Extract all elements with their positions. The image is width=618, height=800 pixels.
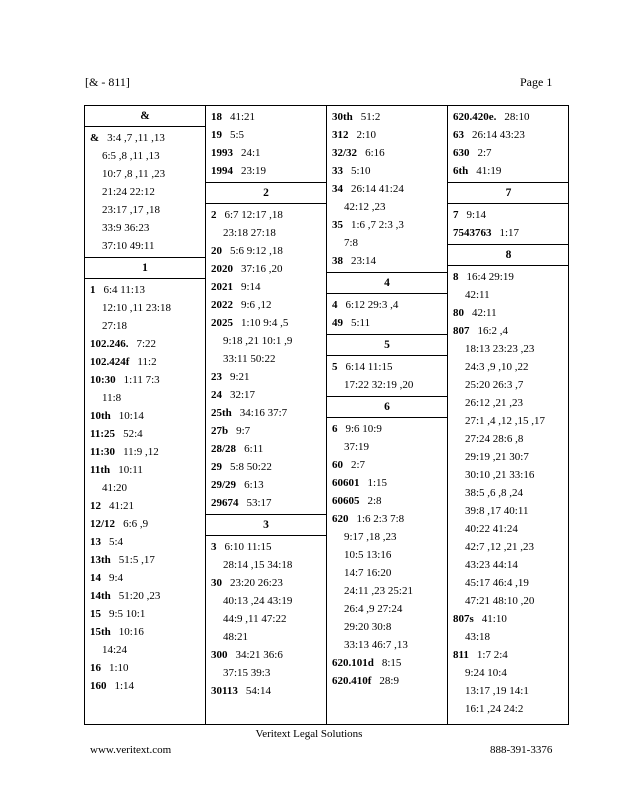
index-term: 807s bbox=[453, 613, 474, 625]
index-term: 35 bbox=[332, 219, 343, 231]
page-line-refs: 1:6 2:3 7:8 bbox=[356, 513, 405, 525]
index-term: 6th bbox=[453, 165, 469, 177]
page-line-refs: 1:15 bbox=[367, 477, 388, 489]
index-term: 49 bbox=[332, 317, 343, 329]
entry-list bbox=[85, 279, 205, 697]
index-entry bbox=[332, 180, 444, 198]
page-line-refs: 23:19 bbox=[241, 165, 267, 177]
section-heading: 7 bbox=[448, 182, 569, 204]
index-entry bbox=[211, 422, 323, 440]
page-line-refs: 26:14 43:23 bbox=[472, 129, 525, 141]
index-column-4 bbox=[448, 106, 569, 724]
index-entry bbox=[211, 206, 323, 224]
index-term: 12/12 bbox=[90, 518, 116, 530]
page-line-refs: 28:10 bbox=[504, 111, 530, 123]
page-line-refs: 10:14 bbox=[118, 410, 144, 422]
index-entry bbox=[90, 659, 202, 677]
index-entry bbox=[332, 358, 444, 376]
index-entry bbox=[90, 551, 202, 569]
page-line-refs-continued: 39:8 ,17 40:11 bbox=[465, 505, 529, 517]
page-line-refs-continued: 9:18 ,21 10:1 ,9 bbox=[223, 335, 293, 347]
index-term: 5 bbox=[332, 361, 338, 373]
page-line-refs: 51:20 ,23 bbox=[118, 590, 161, 602]
page-line-refs-continued: 25:20 26:3 ,7 bbox=[465, 379, 524, 391]
index-entry bbox=[453, 144, 566, 162]
entry-list bbox=[85, 127, 205, 257]
index-column-1 bbox=[85, 106, 205, 724]
page-line-refs: 2:8 bbox=[367, 495, 382, 507]
index-term: 14 bbox=[90, 572, 101, 584]
index-term: 20 bbox=[211, 245, 222, 257]
page-line-refs-continued: 48:21 bbox=[223, 631, 249, 643]
index-term: 23 bbox=[211, 371, 222, 383]
index-term: 4 bbox=[332, 299, 338, 311]
page-line-refs-continued: 10:7 ,8 ,11 ,23 bbox=[102, 168, 166, 180]
page-number: Page 1 bbox=[520, 75, 553, 89]
index-entry bbox=[332, 474, 444, 492]
page-line-refs: 16:4 29:19 bbox=[466, 271, 514, 283]
index-entry bbox=[211, 278, 323, 296]
page-line-refs-continued: 40:22 41:24 bbox=[465, 523, 518, 535]
index-entry bbox=[332, 420, 444, 438]
page-line-refs-continued: 12:10 ,11 23:18 bbox=[102, 302, 171, 314]
index-entry bbox=[90, 587, 202, 605]
index-term: 620.420e. bbox=[453, 111, 497, 123]
index-entry bbox=[453, 108, 566, 126]
section-heading: 3 bbox=[206, 514, 326, 536]
index-term: 7 bbox=[453, 209, 459, 221]
page-line-refs: 32:17 bbox=[230, 389, 256, 401]
section-heading: & bbox=[85, 106, 205, 127]
page-line-refs: 1:6 ,7 2:3 ,3 bbox=[351, 219, 404, 231]
index-entry bbox=[211, 242, 323, 260]
page-line-refs-continued: 14:7 16:20 bbox=[344, 567, 392, 579]
index-entry bbox=[90, 533, 202, 551]
index-term: 25th bbox=[211, 407, 232, 419]
index-term: 12 bbox=[90, 500, 101, 512]
index-entry bbox=[211, 646, 323, 664]
page-line-refs: 53:17 bbox=[246, 497, 272, 509]
index-term: 10:30 bbox=[90, 374, 116, 386]
index-term: 14th bbox=[90, 590, 111, 602]
index-term: 10th bbox=[90, 410, 111, 422]
index-entry bbox=[211, 574, 323, 592]
index-term: 1 bbox=[90, 284, 96, 296]
index-term: 15 bbox=[90, 608, 101, 620]
page-line-refs-continued: 41:20 bbox=[102, 482, 128, 494]
index-term: 19 bbox=[211, 129, 222, 141]
page-line-refs: 9:21 bbox=[230, 371, 250, 383]
page-line-refs: 52:4 bbox=[123, 428, 143, 440]
page-line-refs: 9:7 bbox=[236, 425, 251, 437]
index-entry bbox=[211, 144, 323, 162]
index-term: 811 bbox=[453, 649, 469, 661]
page-line-refs: 5:10 bbox=[351, 165, 371, 177]
entry-list bbox=[327, 106, 447, 272]
index-term: 2022 bbox=[211, 299, 233, 311]
index-term: 30th bbox=[332, 111, 353, 123]
index-entry bbox=[211, 538, 323, 556]
page-line-refs-continued: 9:24 10:4 bbox=[465, 667, 507, 679]
page-line-refs-continued: 7:8 bbox=[344, 237, 359, 249]
page-line-refs-continued: 33:11 50:22 bbox=[223, 353, 276, 365]
page-line-refs: 1:11 7:3 bbox=[123, 374, 160, 386]
index-entry bbox=[453, 206, 566, 224]
index-entry bbox=[332, 144, 444, 162]
page-line-refs-continued: 23:17 ,17 ,18 bbox=[102, 204, 161, 216]
page-line-refs: 2:10 bbox=[356, 129, 377, 141]
page-line-refs-continued: 33:13 46:7 ,13 bbox=[344, 639, 408, 651]
index-term: 60 bbox=[332, 459, 343, 471]
index-term: 18 bbox=[211, 111, 222, 123]
page-line-refs-continued: 47:21 48:10 ,20 bbox=[465, 595, 535, 607]
page-line-refs-continued: 17:22 32:19 ,20 bbox=[344, 379, 414, 391]
index-entry bbox=[90, 335, 202, 353]
page-line-refs-continued: 24:11 ,23 25:21 bbox=[344, 585, 413, 597]
page-line-refs-continued: 16:1 ,24 24:2 bbox=[465, 703, 524, 715]
page-line-refs: 9:5 10:1 bbox=[109, 608, 146, 620]
index-term: 620.101d bbox=[332, 657, 374, 669]
index-entry bbox=[90, 569, 202, 587]
section-heading: 1 bbox=[85, 257, 205, 279]
index-entry bbox=[211, 440, 323, 458]
page-line-refs-continued: 42:11 bbox=[465, 289, 490, 301]
index-entry bbox=[211, 494, 323, 512]
page-line-refs: 7:22 bbox=[136, 338, 157, 350]
footer-website: www.veritext.com bbox=[90, 744, 172, 756]
footer-company: Veritext Legal Solutions bbox=[255, 728, 363, 740]
entry-list bbox=[206, 536, 326, 702]
page-line-refs-continued: 10:5 13:16 bbox=[344, 549, 392, 561]
index-entry bbox=[332, 510, 444, 528]
page-line-refs: 23:20 26:23 bbox=[230, 577, 283, 589]
page-line-refs-continued: 42:12 ,23 bbox=[344, 201, 386, 213]
index-term: 30 bbox=[211, 577, 222, 589]
page-line-refs: 5:6 9:12 ,18 bbox=[230, 245, 283, 257]
index-entry bbox=[211, 682, 323, 700]
page-line-refs-continued: 38:5 ,6 ,8 ,24 bbox=[465, 487, 524, 499]
page-line-refs: 6:13 bbox=[244, 479, 264, 491]
footer-phone: 888-391-3376 bbox=[490, 744, 553, 756]
index-entry bbox=[90, 129, 202, 147]
page-line-refs: 28:9 bbox=[379, 675, 399, 687]
index-term: 24 bbox=[211, 389, 222, 401]
page-line-refs-continued: 29:19 ,21 30:7 bbox=[465, 451, 529, 463]
page-line-refs: 8:15 bbox=[381, 657, 402, 669]
index-term: 60605 bbox=[332, 495, 360, 507]
entry-list bbox=[448, 106, 569, 182]
index-entry bbox=[211, 476, 323, 494]
page-line-refs: 54:14 bbox=[245, 685, 271, 697]
index-term: 34 bbox=[332, 183, 343, 195]
page-line-refs-continued: 40:13 ,24 43:19 bbox=[223, 595, 293, 607]
index-entry bbox=[90, 623, 202, 641]
index-term: 27b bbox=[211, 425, 229, 437]
word-index-grid bbox=[84, 105, 569, 725]
index-entry bbox=[90, 497, 202, 515]
index-term: 102.246. bbox=[90, 338, 129, 350]
page-line-refs: 10:16 bbox=[118, 626, 144, 638]
section-heading: 4 bbox=[327, 272, 447, 294]
index-term: 8 bbox=[453, 271, 459, 283]
index-term: 2025 bbox=[211, 317, 233, 329]
index-term: & bbox=[90, 132, 100, 144]
index-term: 13 bbox=[90, 536, 101, 548]
index-entry bbox=[90, 677, 202, 695]
page-line-refs: 1:10 9:4 ,5 bbox=[241, 317, 289, 329]
index-entry bbox=[90, 461, 202, 479]
entry-list bbox=[206, 204, 326, 514]
index-term: 630 bbox=[453, 147, 470, 159]
page-line-refs: 23:14 bbox=[351, 255, 377, 267]
page-line-refs-continued: 43:23 44:14 bbox=[465, 559, 518, 571]
page-line-refs: 41:10 bbox=[481, 613, 507, 625]
entry-list bbox=[206, 106, 326, 182]
index-term: 160 bbox=[90, 680, 107, 692]
index-term: 3 bbox=[211, 541, 217, 553]
page-line-refs: 41:21 bbox=[109, 500, 135, 512]
page-line-refs: 6:7 12:17 ,18 bbox=[224, 209, 283, 221]
section-heading: 8 bbox=[448, 244, 569, 266]
index-entry bbox=[90, 515, 202, 533]
index-term: 1993 bbox=[211, 147, 233, 159]
page-line-refs-continued: 11:8 bbox=[102, 392, 122, 404]
page-line-refs: 2:7 bbox=[351, 459, 366, 471]
index-entry bbox=[332, 216, 444, 234]
page-line-refs: 9:6 ,12 bbox=[241, 299, 272, 311]
page-line-refs-continued: 26:12 ,21 ,23 bbox=[465, 397, 524, 409]
page-line-refs: 1:17 bbox=[499, 227, 520, 239]
page-line-refs: 41:21 bbox=[230, 111, 256, 123]
entry-list bbox=[327, 294, 447, 334]
index-column-3 bbox=[327, 106, 447, 724]
page-line-refs-continued: 21:24 22:12 bbox=[102, 186, 155, 198]
page-line-refs-continued: 33:9 36:23 bbox=[102, 222, 150, 234]
index-term: 1994 bbox=[211, 165, 233, 177]
page-line-refs: 5:8 50:22 bbox=[230, 461, 272, 473]
page-line-refs: 11:2 bbox=[137, 356, 157, 368]
page-line-refs: 9:14 bbox=[466, 209, 487, 221]
index-term: 13th bbox=[90, 554, 111, 566]
index-entry bbox=[453, 322, 566, 340]
index-entry bbox=[453, 268, 566, 286]
index-entry bbox=[332, 456, 444, 474]
page-line-refs: 16:2 ,4 bbox=[477, 325, 509, 337]
index-entry bbox=[90, 371, 202, 389]
page-line-refs-continued: 18:13 23:23 ,23 bbox=[465, 343, 535, 355]
page-line-refs: 1:10 bbox=[109, 662, 129, 674]
index-entry bbox=[211, 386, 323, 404]
index-entry bbox=[90, 443, 202, 461]
page-line-refs-continued: 37:15 39:3 bbox=[223, 667, 271, 679]
page-line-refs-continued: 14:24 bbox=[102, 644, 128, 656]
index-entry bbox=[332, 492, 444, 510]
page-line-refs: 6:10 11:15 bbox=[224, 541, 272, 553]
index-entry bbox=[332, 654, 444, 672]
index-term: 102.424f bbox=[90, 356, 130, 368]
page-line-refs: 6:6 ,9 bbox=[123, 518, 149, 530]
index-entry bbox=[211, 108, 323, 126]
page-line-refs-continued: 23:18 27:18 bbox=[223, 227, 276, 239]
index-entry bbox=[332, 252, 444, 270]
index-entry bbox=[453, 126, 566, 144]
index-term: 11:25 bbox=[90, 428, 116, 440]
page-line-refs: 9:6 10:9 bbox=[345, 423, 382, 435]
page-line-refs: 34:16 37:7 bbox=[239, 407, 288, 419]
page-line-refs: 51:2 bbox=[360, 111, 381, 123]
index-entry bbox=[453, 610, 566, 628]
entry-list bbox=[327, 356, 447, 396]
index-term: 11:30 bbox=[90, 446, 116, 458]
index-term: 300 bbox=[211, 649, 228, 661]
index-term: 2020 bbox=[211, 263, 233, 275]
page-line-refs-continued: 26:4 ,9 27:24 bbox=[344, 603, 403, 615]
index-entry bbox=[332, 108, 444, 126]
page-line-refs: 5:11 bbox=[351, 317, 371, 329]
page-line-refs: 1:7 2:4 bbox=[476, 649, 508, 661]
page-line-refs: 10:11 bbox=[118, 464, 143, 476]
page-line-refs: 34:21 36:6 bbox=[235, 649, 283, 661]
index-term: 38 bbox=[332, 255, 343, 267]
page-line-refs-continued: 27:24 28:6 ,8 bbox=[465, 433, 524, 445]
page-line-refs-continued: 43:18 bbox=[465, 631, 491, 643]
index-term: 807 bbox=[453, 325, 470, 337]
index-term: 2021 bbox=[211, 281, 233, 293]
page-line-refs-continued: 27:18 bbox=[102, 320, 128, 332]
index-term: 16 bbox=[90, 662, 101, 674]
index-term: 11th bbox=[90, 464, 111, 476]
page-line-refs: 26:14 41:24 bbox=[351, 183, 404, 195]
page-line-refs-continued: 44:9 ,11 47:22 bbox=[223, 613, 287, 625]
page-line-refs: 3:4 ,7 ,11 ,13 bbox=[107, 132, 165, 144]
page-line-refs: 5:4 bbox=[109, 536, 124, 548]
index-entry bbox=[332, 162, 444, 180]
section-heading: 6 bbox=[327, 396, 447, 418]
index-entry bbox=[211, 126, 323, 144]
index-entry bbox=[211, 458, 323, 476]
index-entry bbox=[453, 304, 566, 322]
page-line-refs: 41:19 bbox=[476, 165, 502, 177]
page-line-refs: 6:14 11:15 bbox=[345, 361, 393, 373]
page-line-refs: 9:4 bbox=[109, 572, 124, 584]
index-entry bbox=[90, 407, 202, 425]
index-term: 80 bbox=[453, 307, 464, 319]
index-term: 63 bbox=[453, 129, 464, 141]
index-entry bbox=[90, 425, 202, 443]
page-line-refs-continued: 6:5 ,8 ,11 ,13 bbox=[102, 150, 160, 162]
index-term: 29674 bbox=[211, 497, 239, 509]
page-line-refs: 11:9 ,12 bbox=[123, 446, 159, 458]
index-entry bbox=[332, 314, 444, 332]
page-line-refs-continued: 37:19 bbox=[344, 441, 370, 453]
index-entry bbox=[90, 353, 202, 371]
page-line-refs: 6:4 11:13 bbox=[103, 284, 145, 296]
index-term: 60601 bbox=[332, 477, 360, 489]
page-line-refs: 6:16 bbox=[365, 147, 385, 159]
page-line-refs-continued: 27:1 ,4 ,12 ,15 ,17 bbox=[465, 415, 546, 427]
index-term: 15th bbox=[90, 626, 111, 638]
entry-list bbox=[448, 204, 569, 244]
entry-list bbox=[448, 266, 569, 720]
page-range: [& - 811] bbox=[85, 75, 130, 89]
index-entry bbox=[453, 162, 566, 180]
index-entry bbox=[211, 368, 323, 386]
index-term: 28/28 bbox=[211, 443, 237, 455]
index-term: 30113 bbox=[211, 685, 238, 697]
page-line-refs: 6:12 29:3 ,4 bbox=[345, 299, 399, 311]
index-entry bbox=[211, 314, 323, 332]
page-line-refs-continued: 30:10 ,21 33:16 bbox=[465, 469, 535, 481]
index-column-2 bbox=[206, 106, 326, 724]
page-line-refs-continued: 29:20 30:8 bbox=[344, 621, 392, 633]
entry-list bbox=[327, 418, 447, 692]
index-term: 620 bbox=[332, 513, 349, 525]
index-entry bbox=[211, 404, 323, 422]
page-line-refs-continued: 9:17 ,18 ,23 bbox=[344, 531, 397, 543]
index-term: 29/29 bbox=[211, 479, 237, 491]
index-entry bbox=[332, 672, 444, 690]
page-line-refs: 9:14 bbox=[241, 281, 261, 293]
index-entry bbox=[90, 605, 202, 623]
page-line-refs: 1:14 bbox=[114, 680, 135, 692]
index-entry bbox=[453, 224, 566, 242]
index-entry bbox=[211, 260, 323, 278]
page-line-refs: 6:11 bbox=[244, 443, 264, 455]
page-line-refs-continued: 28:14 ,15 34:18 bbox=[223, 559, 293, 571]
page-line-refs-continued: 13:17 ,19 14:1 bbox=[465, 685, 529, 697]
page-line-refs: 42:11 bbox=[472, 307, 497, 319]
page-line-refs-continued: 24:3 ,9 ,10 ,22 bbox=[465, 361, 529, 373]
index-term: 312 bbox=[332, 129, 349, 141]
index-term: 7543763 bbox=[453, 227, 492, 239]
page-line-refs-continued: 42:7 ,12 ,21 ,23 bbox=[465, 541, 535, 553]
page-line-refs: 51:5 ,17 bbox=[118, 554, 155, 566]
section-heading: 2 bbox=[206, 182, 326, 204]
page-line-refs: 37:16 ,20 bbox=[241, 263, 283, 275]
index-term: 620.410f bbox=[332, 675, 372, 687]
index-term: 32/32 bbox=[332, 147, 358, 159]
index-term: 33 bbox=[332, 165, 343, 177]
page-line-refs-continued: 45:17 46:4 ,19 bbox=[465, 577, 529, 589]
page-line-refs: 5:5 bbox=[230, 129, 245, 141]
index-term: 29 bbox=[211, 461, 222, 473]
index-entry bbox=[90, 281, 202, 299]
index-term: 6 bbox=[332, 423, 338, 435]
index-entry bbox=[332, 126, 444, 144]
index-entry bbox=[211, 296, 323, 314]
section-heading: 5 bbox=[327, 334, 447, 356]
index-entry bbox=[453, 646, 566, 664]
page-line-refs-continued: 37:10 49:11 bbox=[102, 240, 155, 252]
page-line-refs: 2:7 bbox=[477, 147, 492, 159]
index-entry bbox=[211, 162, 323, 180]
page-line-refs: 24:1 bbox=[241, 147, 261, 159]
index-term: 2 bbox=[211, 209, 217, 221]
index-entry bbox=[332, 296, 444, 314]
